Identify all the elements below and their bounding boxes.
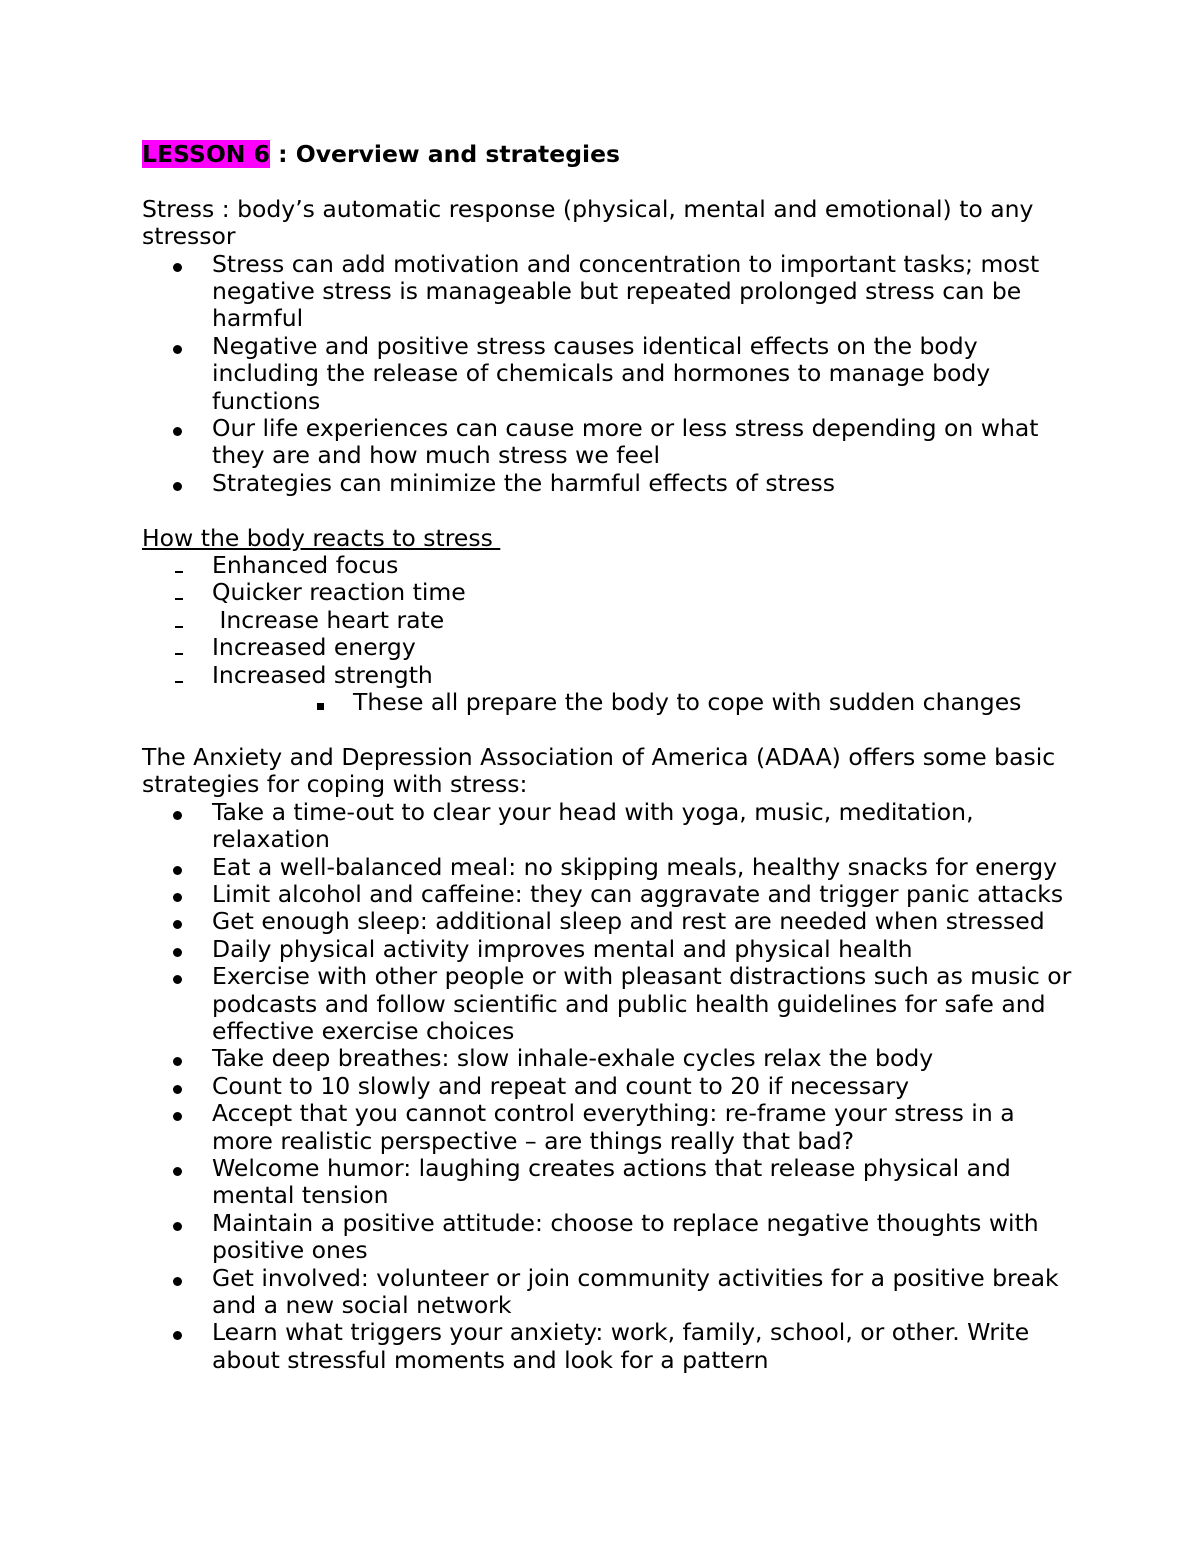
list-item: Limit alcohol and caffeine: they can aggravate and trigger panic attacks <box>142 881 1072 908</box>
lesson-title-text: : Overview and strategies <box>270 140 621 168</box>
bullet-icon <box>173 908 203 935</box>
stress-bullet-list <box>142 251 1072 498</box>
list-item: Take deep breathes: slow inhale-exhale cycles relax the body <box>142 1045 1072 1072</box>
list-item: Increased energy <box>142 634 1072 661</box>
bullet-icon <box>173 251 203 278</box>
dash-icon <box>173 579 203 606</box>
list-item: Daily physical activity improves mental and physical health <box>142 936 1072 963</box>
bullet-icon <box>173 963 203 990</box>
document-page <box>142 141 1072 1374</box>
strategies-list <box>142 799 1072 1375</box>
list-item: Maintain a positive attitude: choose to replace negative thoughts with positive ones <box>142 1210 1072 1265</box>
list-item: Count to 10 slowly and repeat and count to 20 if necessary <box>142 1073 1072 1100</box>
bullet-icon <box>173 1045 203 1072</box>
bullet-icon <box>173 1073 203 1100</box>
list-item: Our life experiences can cause more or less stress depending on what they are and how much stress we feel <box>142 415 1072 470</box>
dash-icon <box>173 552 203 579</box>
list-item: Enhanced focus <box>142 552 1072 579</box>
blank-line <box>142 168 1072 195</box>
blank-line <box>142 497 1072 524</box>
lesson-title <box>142 141 1072 168</box>
bullet-icon <box>173 333 203 360</box>
bullet-icon <box>173 936 203 963</box>
dash-icon <box>173 662 203 689</box>
list-item: Increased strength <box>142 662 1072 689</box>
lesson-number-highlight: LESSON 6 <box>142 140 270 168</box>
bullet-icon <box>173 1319 203 1346</box>
reactions-list <box>142 552 1072 716</box>
list-item: Eat a well-balanced meal: no skipping meals, healthy snacks for energy <box>142 854 1072 881</box>
list-item: Take a time-out to clear your head with yoga, music, meditation, relaxation <box>142 799 1072 854</box>
bullet-icon <box>173 1210 203 1237</box>
list-item: Stress can add motivation and concentration to important tasks; most negative stress is manageable but repeated prolonged stress can be harmful <box>142 251 1072 333</box>
bullet-icon <box>173 1100 203 1127</box>
adaa-intro: The Anxiety and Depression Association of America (ADAA) offers some basic strategies for coping with stress: <box>142 742 1056 799</box>
bullet-icon <box>173 1265 203 1292</box>
dash-icon <box>173 634 203 661</box>
list-item: Get enough sleep: additional sleep and rest are needed when stressed <box>142 908 1072 935</box>
list-item: Exercise with other people or with pleasant distractions such as music or podcasts and follow scientific and public health guidelines for safe and effective exercise choices <box>142 963 1072 1045</box>
bullet-icon <box>173 854 203 881</box>
bullet-icon <box>173 799 203 826</box>
list-item: Strategies can minimize the harmful effects of stress <box>142 470 1072 497</box>
blank-line <box>142 717 1072 744</box>
list-item: Quicker reaction time <box>142 579 1072 606</box>
list-item: Learn what triggers your anxiety: work, family, school, or other. Write about stressful moments and look for a pattern <box>142 1319 1072 1374</box>
list-item: Get involved: volunteer or join community activities for a positive break and a new social network <box>142 1265 1072 1320</box>
list-item: Negative and positive stress causes identical effects on the body including the release of chemicals and hormones to manage body functions <box>142 333 1072 415</box>
dash-icon <box>173 607 203 634</box>
stress-definition: Stress : body’s automatic response (physical, mental and emotional) to any stressor <box>142 194 1034 251</box>
reactions-note: These all prepare the body to cope with sudden changes <box>142 689 1072 716</box>
reactions-heading: How the body reacts to stress <box>142 523 501 552</box>
bullet-icon <box>173 470 203 497</box>
bullet-icon <box>173 1155 203 1182</box>
list-item: Increase heart rate <box>142 607 1072 634</box>
bullet-icon <box>173 415 203 442</box>
list-item: Accept that you cannot control everything: re-frame your stress in a more realistic perspective – are things really that bad? <box>142 1100 1072 1155</box>
list-item: Welcome humor: laughing creates actions that release physical and mental tension <box>142 1155 1072 1210</box>
square-bullet-icon <box>317 689 347 716</box>
bullet-icon <box>173 881 203 908</box>
